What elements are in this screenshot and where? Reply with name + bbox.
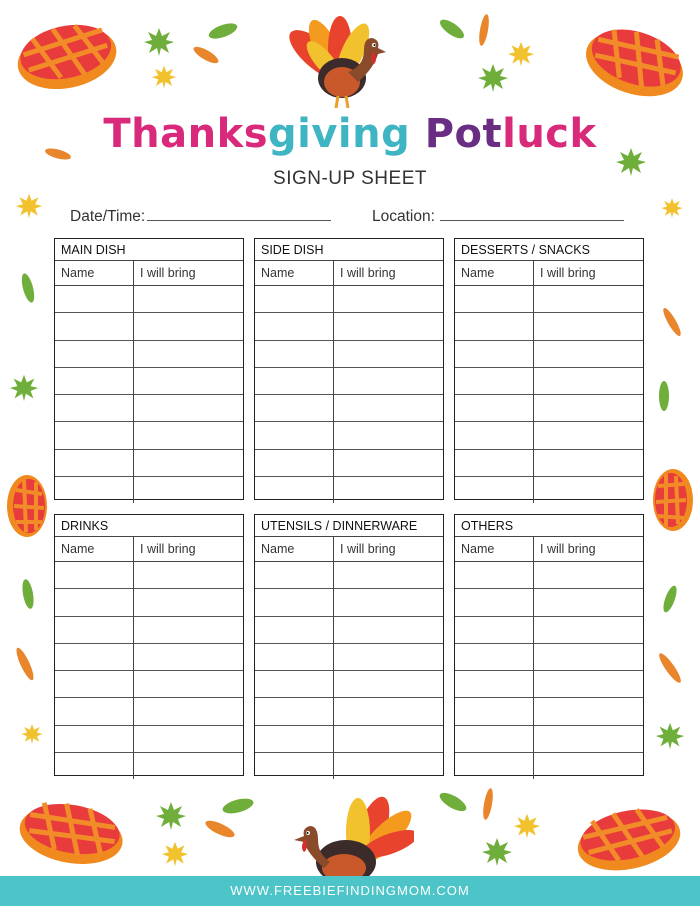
section-title: SIDE DISH [255,239,443,261]
leaf-icon [474,12,494,48]
leaf-icon [436,790,470,814]
bring-cell[interactable] [534,367,644,394]
name-cell[interactable] [255,449,334,476]
section-title: DESSERTS / SNACKS [455,239,643,261]
table-row [55,562,243,589]
leaf-icon [658,648,682,688]
date-time-field [70,206,331,226]
title-part: Pot [410,111,503,157]
column-name: Name [55,261,134,286]
table-row [255,449,443,476]
name-cell[interactable] [255,725,334,752]
bring-cell[interactable] [334,367,444,394]
leaf-icon [190,44,222,66]
leaf-icon [660,582,680,616]
bring-cell[interactable] [534,477,644,504]
column-bring: I will bring [534,537,644,562]
bring-cell[interactable] [134,725,244,752]
bring-cell[interactable] [134,313,244,340]
bring-cell[interactable] [334,340,444,367]
page-subtitle: SIGN-UP SHEET [273,168,427,189]
bring-cell[interactable] [334,422,444,449]
table-row [55,671,243,698]
column-name: Name [255,537,334,562]
name-cell[interactable] [255,340,334,367]
signup-table [55,261,243,503]
table-row [455,395,643,422]
signup-table [255,537,443,779]
table-row [55,313,243,340]
column-bring: I will bring [534,261,644,286]
bring-cell[interactable] [534,643,644,670]
leaf-icon [202,818,238,840]
bring-cell[interactable] [134,367,244,394]
table-row [255,616,443,643]
name-cell[interactable] [55,643,134,670]
name-cell[interactable] [255,422,334,449]
leaf-icon [480,836,514,868]
section-main-dish [54,238,244,500]
name-cell[interactable] [455,725,534,752]
table-row [55,367,243,394]
bring-cell[interactable] [534,725,644,752]
bring-cell[interactable] [534,449,644,476]
bring-cell[interactable] [334,395,444,422]
name-cell[interactable] [255,477,334,504]
table-row [455,643,643,670]
date-time-label: Date/Time: [70,208,146,225]
leaf-icon [660,194,684,222]
bring-cell[interactable] [334,643,444,670]
bring-cell[interactable] [334,313,444,340]
table-row [55,643,243,670]
footer-website[interactable]: WWW.FREEBIEFINDINGMOM.COM [0,876,700,906]
name-cell[interactable] [455,562,534,589]
bring-cell[interactable] [134,449,244,476]
leaf-icon [476,62,510,94]
bring-cell[interactable] [134,562,244,589]
date-time-blank[interactable] [147,206,331,221]
section-title: DRINKS [55,515,243,537]
signup-table [455,261,643,503]
bring-cell[interactable] [134,616,244,643]
table-row [255,753,443,780]
table-row [255,477,443,504]
bring-cell[interactable] [534,589,644,616]
section-title: UTENSILS / DINNERWARE [255,515,443,537]
table-row [455,367,643,394]
table-row [455,562,643,589]
signup-table [55,537,243,779]
name-cell[interactable] [455,698,534,725]
signup-table [255,261,443,503]
leaf-icon [660,304,684,340]
page-title [0,108,700,160]
name-cell[interactable] [255,616,334,643]
table-row [455,616,643,643]
name-cell[interactable] [255,395,334,422]
table-row [55,477,243,504]
table-row [455,671,643,698]
name-cell[interactable] [455,671,534,698]
bring-cell[interactable] [534,340,644,367]
bring-cell[interactable] [534,698,644,725]
title-part: Thanks [103,111,269,157]
pie-icon [580,12,692,106]
name-cell[interactable] [55,725,134,752]
table-row [455,286,643,313]
bring-cell[interactable] [134,671,244,698]
table-row [455,589,643,616]
table-row [55,753,243,780]
section-title: OTHERS [455,515,643,537]
table-row [455,753,643,780]
bring-cell[interactable] [334,589,444,616]
bring-cell[interactable] [534,616,644,643]
table-row [255,313,443,340]
table-row [255,643,443,670]
name-cell[interactable] [55,616,134,643]
name-cell[interactable] [255,671,334,698]
leaf-icon [8,372,40,404]
name-cell[interactable] [255,643,334,670]
name-cell[interactable] [55,698,134,725]
bring-cell[interactable] [134,589,244,616]
leaf-icon [150,64,178,90]
bring-cell[interactable] [334,477,444,504]
leaf-icon [654,720,686,752]
column-name: Name [455,537,534,562]
table-row [255,589,443,616]
name-cell[interactable] [455,477,534,504]
bring-cell[interactable] [534,286,644,313]
leaf-icon [20,718,44,750]
name-cell[interactable] [455,395,534,422]
leaf-icon [142,26,176,58]
bring-cell[interactable] [534,671,644,698]
leaf-icon [14,192,44,220]
bring-cell[interactable] [134,477,244,504]
name-cell[interactable] [255,589,334,616]
table-row [55,395,243,422]
name-cell[interactable] [55,753,134,780]
leaf-icon [18,270,38,306]
name-cell[interactable] [455,422,534,449]
bring-cell[interactable] [534,562,644,589]
bring-cell[interactable] [334,753,444,780]
table-row [55,449,243,476]
section-utensils-dinnerware [254,514,444,776]
table-row [255,671,443,698]
leaf-icon [506,40,536,68]
name-cell[interactable] [255,313,334,340]
table-row [55,422,243,449]
bring-cell[interactable] [134,698,244,725]
pie-icon [568,796,688,876]
table-row [55,616,243,643]
title-part: luck [502,111,597,157]
bring-cell[interactable] [134,753,244,780]
table-row [255,698,443,725]
name-cell[interactable] [55,313,134,340]
table-row [55,340,243,367]
name-cell[interactable] [255,367,334,394]
name-cell[interactable] [455,753,534,780]
leaf-icon [160,840,190,868]
column-name: Name [255,261,334,286]
name-cell[interactable] [55,395,134,422]
table-row [255,395,443,422]
bring-cell[interactable] [334,562,444,589]
name-cell[interactable] [455,616,534,643]
table-row [455,698,643,725]
column-name: Name [455,261,534,286]
name-cell[interactable] [455,643,534,670]
table-row [55,286,243,313]
name-cell[interactable] [455,589,534,616]
column-name: Name [55,537,134,562]
name-cell[interactable] [455,313,534,340]
bring-cell[interactable] [334,725,444,752]
table-row [55,698,243,725]
section-others [454,514,644,776]
table-row [55,589,243,616]
bring-cell[interactable] [334,698,444,725]
table-row [455,449,643,476]
section-desserts-snacks [454,238,644,500]
bring-cell[interactable] [134,422,244,449]
bring-cell[interactable] [534,753,644,780]
column-bring: I will bring [134,261,244,286]
table-row [255,725,443,752]
name-cell[interactable] [55,422,134,449]
table-row [455,313,643,340]
leaf-icon [220,796,256,816]
bring-cell[interactable] [534,422,644,449]
table-row [455,422,643,449]
bring-cell[interactable] [134,286,244,313]
bring-cell[interactable] [334,616,444,643]
bring-cell[interactable] [134,643,244,670]
name-cell[interactable] [55,449,134,476]
name-cell[interactable] [55,340,134,367]
leaf-icon [12,644,38,684]
bring-cell[interactable] [334,286,444,313]
name-cell[interactable] [55,286,134,313]
location-label: Location: [372,208,435,225]
title-part: giving [268,111,411,157]
section-side-dish [254,238,444,500]
bring-cell[interactable] [334,671,444,698]
table-row [55,725,243,752]
bring-cell[interactable] [134,395,244,422]
section-title: MAIN DISH [55,239,243,261]
name-cell[interactable] [455,449,534,476]
pie-icon [12,790,132,870]
name-cell[interactable] [455,340,534,367]
name-cell[interactable] [255,286,334,313]
turkey-icon [286,12,392,110]
table-row [255,422,443,449]
signup-table [455,537,643,779]
table-row [455,340,643,367]
bring-cell[interactable] [334,449,444,476]
pie-icon [648,466,698,534]
name-cell[interactable] [255,562,334,589]
leaf-icon [512,812,542,840]
column-bring: I will bring [134,537,244,562]
name-cell[interactable] [255,753,334,780]
bring-cell[interactable] [534,313,644,340]
name-cell[interactable] [55,671,134,698]
leaf-icon [154,800,188,832]
leaf-icon [206,22,240,40]
leaf-icon [478,784,498,824]
bring-cell[interactable] [534,395,644,422]
column-bring: I will bring [334,537,444,562]
name-cell[interactable] [55,562,134,589]
turkey-icon [284,796,414,876]
table-row [455,725,643,752]
table-row [255,340,443,367]
name-cell[interactable] [455,286,534,313]
table-row [455,477,643,504]
table-row [255,562,443,589]
name-cell[interactable] [255,698,334,725]
name-cell[interactable] [55,477,134,504]
name-cell[interactable] [55,589,134,616]
leaf-icon [18,576,38,612]
location-field [372,206,624,226]
leaf-icon [436,16,468,42]
column-bring: I will bring [334,261,444,286]
name-cell[interactable] [455,367,534,394]
section-drinks [54,514,244,776]
leaf-icon [654,378,674,414]
bring-cell[interactable] [134,340,244,367]
name-cell[interactable] [55,367,134,394]
location-blank[interactable] [440,206,624,221]
pie-icon [2,472,52,540]
table-row [255,367,443,394]
table-row [255,286,443,313]
pie-icon [10,10,122,96]
